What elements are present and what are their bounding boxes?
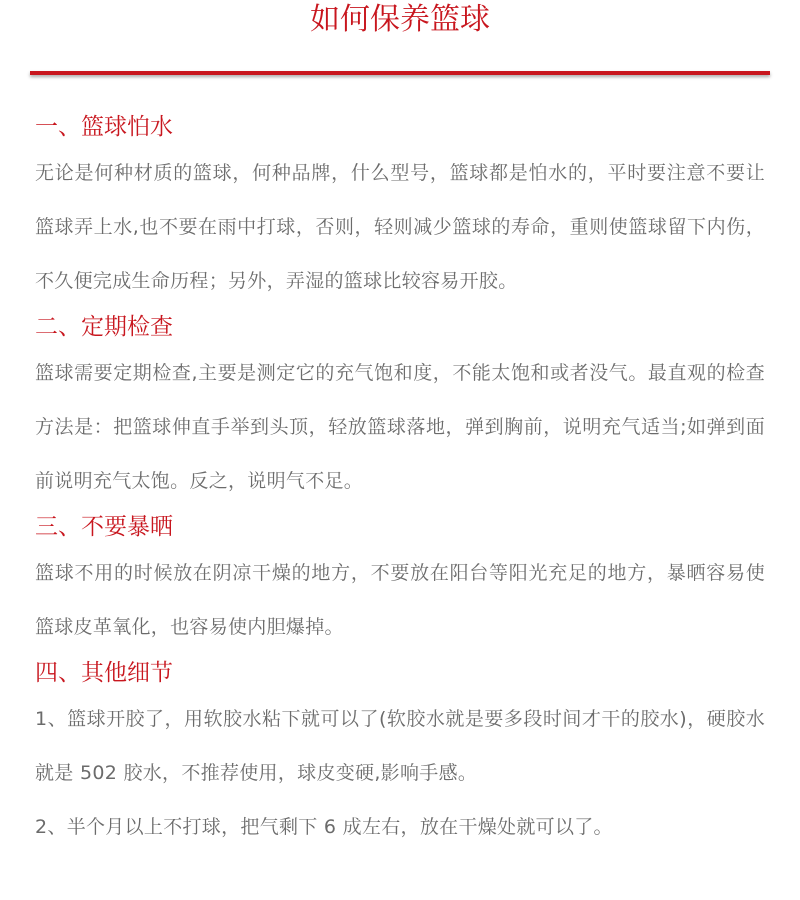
section-paragraph: 篮球需要定期检查,主要是测定它的充气饱和度，不能太饱和或者没气。最直观的检查方法是：把篮球伸直手举到头顶，轻放篮球落地，弹到胸前，说明充气适当;如弹到面前说明充气太饱。反之，说明气不足。 [35, 362, 765, 492]
section-other-details [35, 654, 765, 854]
section-paragraph: 无论是何种材质的篮球，何种品牌，什么型号，篮球都是怕水的，平时要注意不要让篮球弄上水,也不要在雨中打球，否则，轻则减少篮球的寿命，重则使篮球留下内伤，不久便完成生命历程；另外，弄湿的篮球比较容易开胶。 [35, 162, 765, 292]
section-no-sun-exposure [35, 508, 765, 654]
section-heading: 一、篮球怕水 [35, 114, 173, 140]
section-paragraph: 篮球不用的时候放在阴凉干燥的地方，不要放在阳台等阳光充足的地方，暴晒容易使篮球皮革氧化，也容易使内胆爆掉。 [35, 562, 765, 638]
article-body [35, 108, 765, 854]
section-paragraph: 2、半个月以上不打球，把气剩下 6 成左右，放在干燥处就可以了。 [35, 816, 613, 838]
page-title: 如何保养篮球 [310, 2, 490, 37]
section-regular-check [35, 308, 765, 508]
section-paragraph: 1、篮球开胶了，用软胶水粘下就可以了(软胶水就是要多段时间才干的胶水)，硬胶水就是 502 胶水，不推荐使用，球皮变硬,影响手感。 [35, 708, 765, 784]
section-heading: 二、定期检查 [35, 314, 173, 340]
title-divider [30, 71, 770, 75]
section-keep-dry [35, 108, 765, 308]
section-heading: 三、不要暴晒 [35, 514, 173, 540]
section-heading: 四、其他细节 [35, 660, 173, 686]
